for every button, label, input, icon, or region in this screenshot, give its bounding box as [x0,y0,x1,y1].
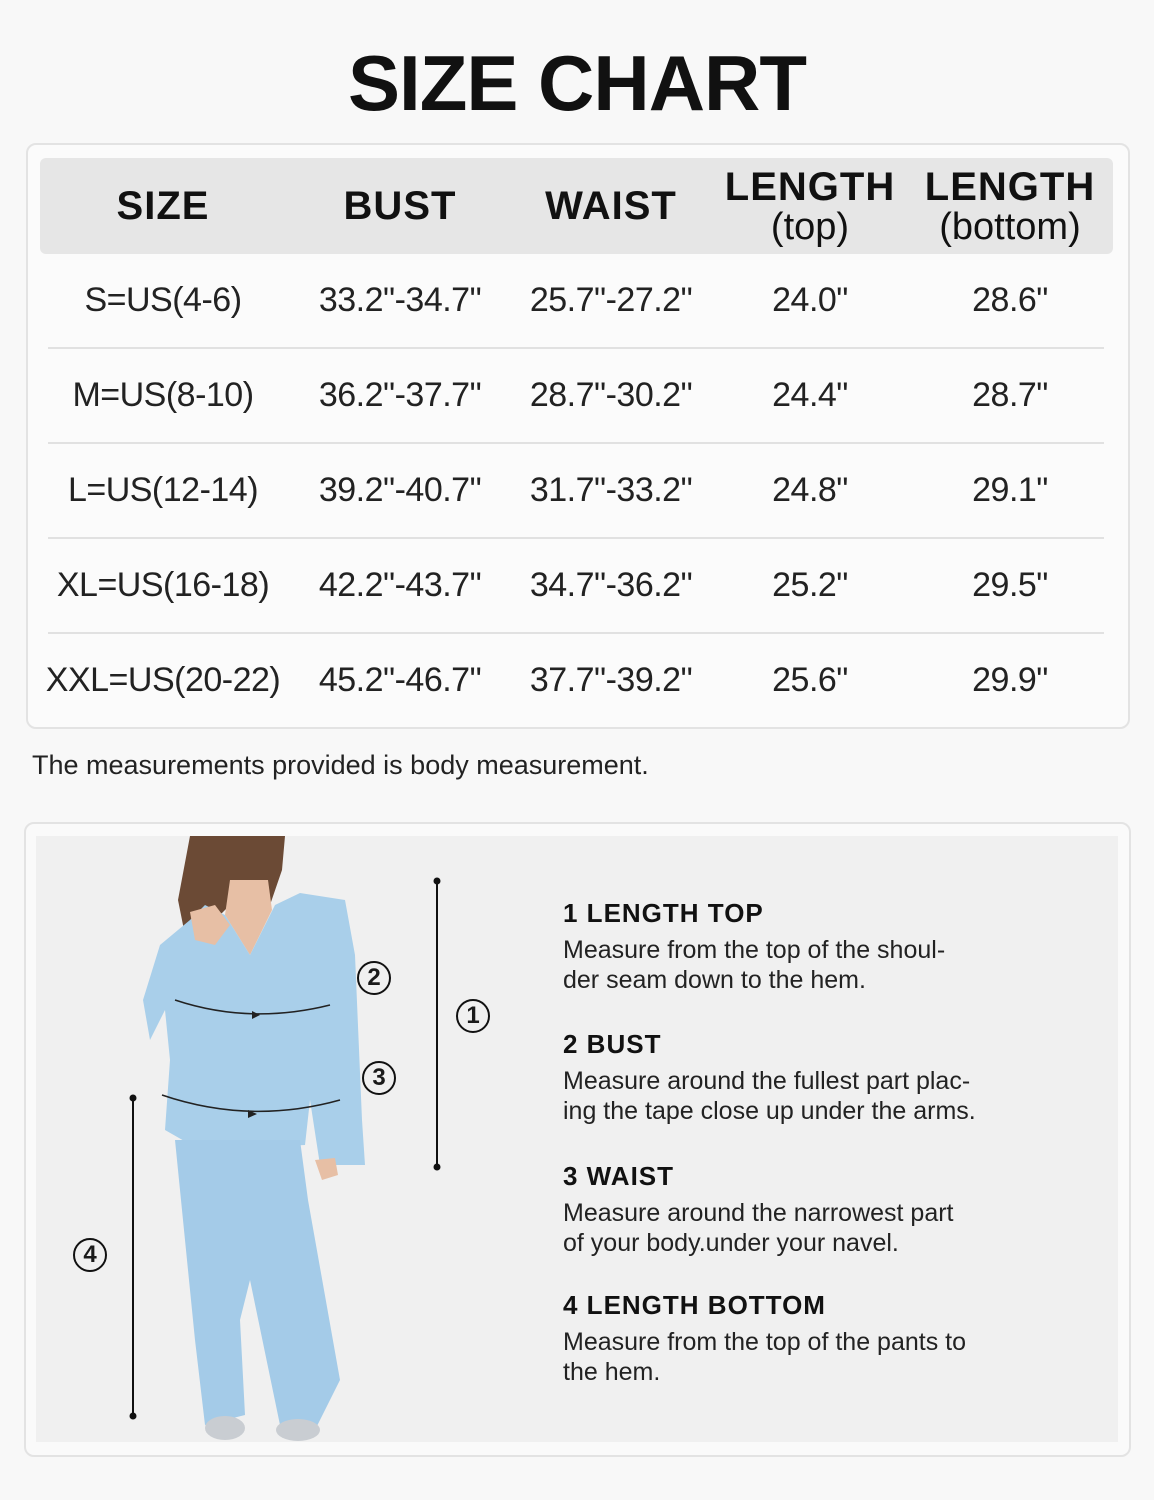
instruction-heading: 3 WAIST [563,1161,675,1191]
column-header-sublabel: (bottom) [939,206,1081,248]
instruction-text: Measure around the narrowest part [563,1199,954,1227]
instruction-text: of your body.under your navel. [563,1229,899,1257]
measurement-cell: 24.8" [772,471,848,509]
instruction-text: Measure from the top of the shoul- [563,936,946,964]
column-header [900,167,1120,247]
page-title: SIZE CHART [348,39,806,127]
column-header-label: WAIST [545,184,677,228]
measurement-cell: 42.2"-43.7" [318,566,482,604]
measurement-cell: 28.6" [972,281,1048,319]
column-header [501,186,721,226]
measurement-cell: 37.7"-39.2" [529,661,693,699]
measurement-cell: 28.7"-30.2" [529,376,693,414]
measurement-cell: 25.7"-27.2" [529,281,693,319]
shoe-right [276,1419,320,1441]
size-cell: XL=US(16-18) [56,566,270,604]
column-header-label: BUST [343,184,457,228]
measurement-cell: 45.2"-46.7" [318,661,482,699]
row-divider [48,442,1104,444]
instruction-heading: 2 BUST [563,1029,662,1059]
pants-shape [175,1140,340,1430]
measurement-cell: 34.7"-36.2" [529,566,693,604]
instruction-text: the hem. [563,1358,661,1386]
column-header [53,186,273,226]
instruction-heading: 1 LENGTH TOP [563,898,764,928]
column-header [700,167,920,247]
model-figure [36,836,516,1442]
measurement-cell: 33.2"-34.7" [318,281,482,319]
measurement-cell: 24.4" [772,376,848,414]
row-divider [48,347,1104,349]
measurement-note: The measurements provided is body measurement. [32,750,649,780]
measurement-cell: 31.7"-33.2" [529,471,693,509]
size-cell: M=US(8-10) [72,376,254,414]
measurement-cell: 36.2"-37.7" [318,376,482,414]
measurement-cell: 29.9" [972,661,1048,699]
size-cell: S=US(4-6) [84,281,242,319]
column-header-label: LENGTH [924,165,1096,209]
column-header-label: LENGTH [724,165,896,209]
measurement-cell: 25.6" [772,661,848,699]
marker-1: 1 [456,999,490,1033]
shoe-left [205,1416,245,1440]
size-cell: L=US(12-14) [67,471,259,509]
row-divider [48,537,1104,539]
measurement-cell: 39.2"-40.7" [318,471,482,509]
instruction-text: ing the tape close up under the arms. [563,1097,976,1125]
measurement-cell: 25.2" [772,566,848,604]
measurement-cell: 28.7" [972,376,1048,414]
instruction-heading: 4 LENGTH BOTTOM [563,1290,826,1320]
measurement-cell: 24.0" [772,281,848,319]
instruction-text: Measure from the top of the pants to [563,1328,967,1356]
marker-4: 4 [73,1238,107,1272]
marker-3: 3 [362,1061,396,1095]
instruction-text: Measure around the fullest part plac- [563,1067,971,1095]
measurement-cell: 29.5" [972,566,1048,604]
column-header-label: SIZE [116,184,210,228]
measurement-cell: 29.1" [972,471,1048,509]
instruction-text: der seam down to the hem. [563,966,866,994]
column-header-sublabel: (top) [770,206,850,248]
size-cell: XXL=US(20-22) [45,661,281,699]
column-header [290,186,510,226]
row-divider [48,632,1104,634]
marker-2: 2 [357,961,391,995]
